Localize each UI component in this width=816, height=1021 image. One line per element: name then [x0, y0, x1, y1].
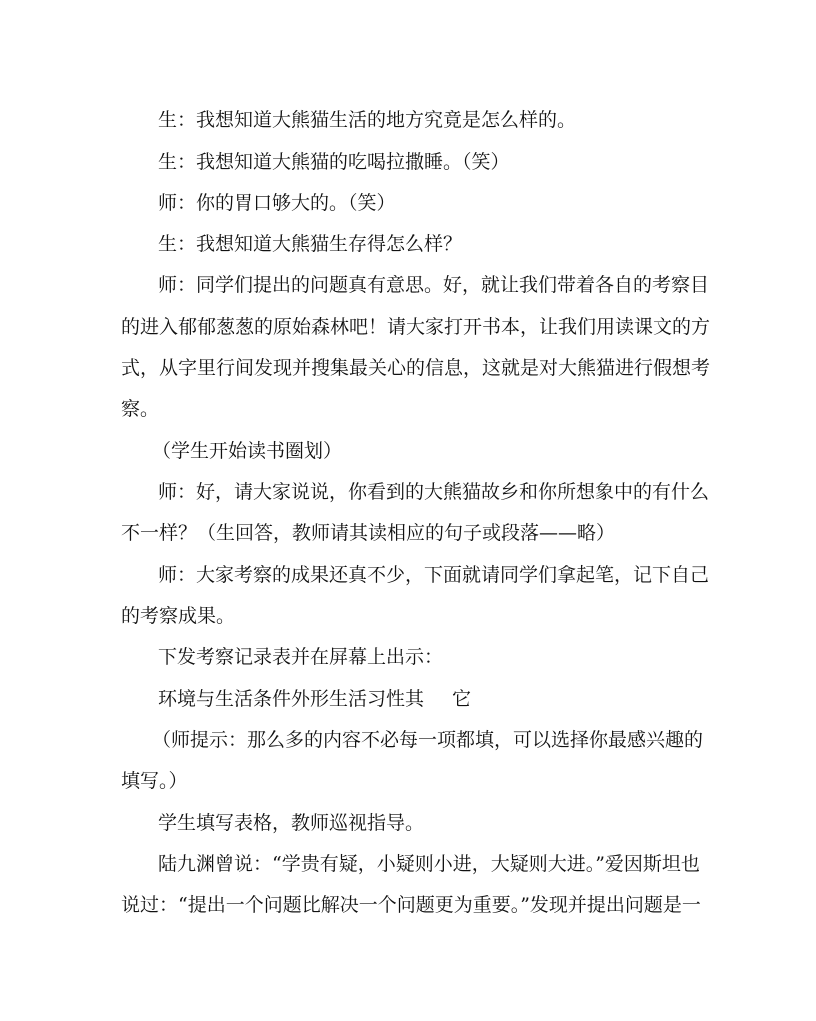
paragraph-line: 陆九渊曾说：“学贵有疑，小疑则小进，大疑则大进。”爱因斯坦也: [158, 853, 700, 875]
table-header-line: [158, 687, 471, 711]
stage-direction: （学生开始读书圈划）: [152, 440, 343, 462]
paragraph-line: 下发考察记录表并在屏幕上出示：: [158, 646, 444, 668]
paragraph-line: 师：同学们提出的问题真有意思。好，就让我们带着各自的考察目: [158, 274, 710, 296]
paragraph-line: 的考察成果。: [121, 605, 236, 627]
dialogue-line: 生：我想知道大熊猫生存得怎么样？: [158, 233, 463, 255]
paragraph-line: 师：大家考察的成果还真不少，下面就请同学们拿起笔，记下自己: [158, 564, 710, 586]
table-header-text: 环境与生活条件外形生活习性其: [158, 688, 425, 710]
dialogue-line: 生：我想知道大熊猫生活的地方究竟是怎么样的。: [158, 109, 577, 131]
dialogue-line: 生：我想知道大熊猫的吃喝拉撒睡。（笑）: [158, 151, 510, 173]
paragraph-line: 察。: [121, 398, 160, 420]
paragraph-line: 的进入郁郁葱葱的原始森林吧！请大家打开书本，让我们用读课文的方: [121, 316, 711, 338]
table-header-text-end: 它: [452, 688, 472, 710]
teacher-hint: 填写。）: [121, 770, 188, 792]
paragraph-line: 师：好，请大家说说，你看到的大熊猫故乡和你所想象中的有什么: [158, 481, 710, 503]
paragraph-line: 不一样？（生回答，教师请其读相应的句子或段落——略）: [121, 522, 616, 544]
paragraph-line: 式，从字里行间发现并搜集最关心的信息，这就是对大熊猫进行假想考: [121, 357, 711, 379]
dialogue-line: 师：你的胃口够大的。（笑）: [158, 192, 396, 214]
paragraph-line: 说过：“提出一个问题比解决一个问题更为重要。”发现并提出问题是一: [121, 894, 701, 916]
teacher-hint: （师提示：那么多的内容不必每一项都填，可以选择你最感兴趣的: [152, 729, 704, 751]
paragraph-line: 学生填写表格，教师巡视指导。: [158, 812, 425, 834]
